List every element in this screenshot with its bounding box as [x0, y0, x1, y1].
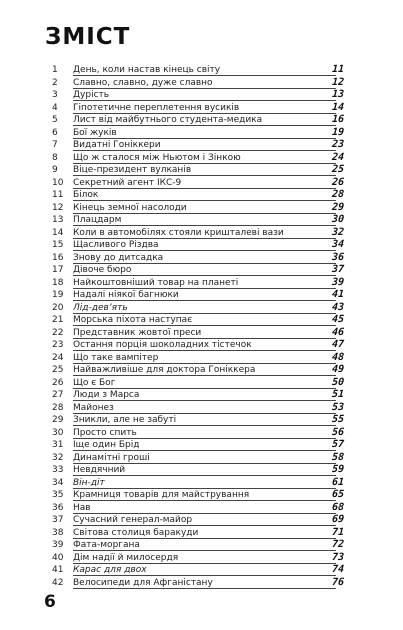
toc-entry-number: 39 [52, 540, 64, 550]
toc-entry-number: 6 [52, 127, 58, 138]
toc-entry-title: Зникли, але не забуті [73, 415, 177, 425]
toc-entry-page: 28 [331, 189, 345, 200]
toc-entry-title: Секретний агент ІКС-9 [73, 177, 182, 188]
toc-entry-page: 74 [331, 564, 345, 575]
toc-entry-page: 32 [331, 226, 345, 238]
toc-entry [52, 227, 352, 240]
toc-entry-title: Щасливого Різдва [73, 240, 159, 250]
toc-entry-number: 26 [52, 377, 64, 388]
toc-entry-number: 42 [52, 577, 64, 588]
toc-entry-page: 47 [331, 339, 345, 350]
toc-entry-page: 49 [331, 364, 345, 375]
toc-entry-page: 36 [331, 251, 345, 263]
toc-entry-number: 33 [52, 465, 64, 475]
toc-entry [52, 64, 352, 77]
toc-entry-number: 5 [52, 115, 58, 125]
toc-entry-number: 32 [52, 452, 64, 463]
toc-entry-page: 45 [331, 314, 345, 325]
toc-entry-number: 25 [52, 365, 64, 375]
toc-entry-number: 18 [52, 277, 64, 288]
toc-entry-page: 65 [331, 489, 345, 500]
toc-entry-number: 4 [52, 102, 58, 113]
toc-entry [52, 289, 352, 302]
toc-entry-page: 29 [331, 201, 345, 213]
toc-entry-title: Гіпотетичне переплетення вусиків [73, 102, 240, 113]
toc-entry-title: Дурість [73, 90, 110, 100]
toc-entry [52, 214, 352, 227]
toc-entry-page: 51 [331, 389, 345, 400]
toc-entry-number: 34 [52, 477, 64, 488]
toc-entry-title: Лід-дев’ять [73, 302, 128, 313]
toc-entry-title: Білок [73, 190, 99, 200]
toc-entry-number: 1 [52, 65, 58, 75]
toc-entry [52, 252, 352, 265]
toc-entry-number: 12 [52, 202, 64, 213]
toc-entry-title: Невдячний [73, 465, 126, 475]
toc-entry [52, 264, 352, 277]
toc-entry-page: 25 [331, 164, 345, 175]
toc-entry [52, 114, 352, 127]
toc-entry-page: 19 [331, 126, 345, 138]
toc-entry-number: 2 [52, 77, 58, 88]
toc-entry-number: 23 [52, 340, 64, 350]
toc-entry [52, 177, 352, 190]
toc-entry-page: 14 [331, 101, 345, 113]
toc-entry-number: 21 [52, 315, 64, 325]
toc-entry-number: 19 [52, 290, 64, 300]
toc-entry [52, 577, 352, 590]
toc-entry-page: 53 [331, 401, 345, 413]
toc-entry-number: 13 [52, 215, 64, 225]
toc-entry [52, 352, 352, 365]
toc-entry-number: 10 [52, 177, 64, 188]
toc-entry [52, 77, 352, 90]
toc-entry-title: Іще один Брід [73, 440, 140, 450]
toc-entry-title: Велосипеди для Афганістану [73, 577, 213, 588]
toc-entry-title: Що є Бог [73, 377, 116, 388]
toc-entry-title: Знову до дитсадка [73, 252, 164, 263]
toc-entry-title: Що ж сталося між Ньютом і Зінкою [73, 152, 241, 163]
toc-entry-title: Він-діт [73, 477, 105, 488]
toc-entry [52, 502, 352, 515]
toc-entry-title: Коли в автомобілях стояли кришталеві вази [73, 227, 284, 238]
toc-entry-title: Морська піхота наступає [73, 315, 193, 325]
page-number: 6 [44, 592, 56, 612]
toc-entry-number: 28 [52, 402, 64, 413]
toc-entry-title: Карас для двох [73, 565, 147, 575]
toc-entry-page: 73 [331, 551, 345, 563]
toc-entry-page: 41 [331, 289, 345, 300]
toc-entry-number: 20 [52, 302, 64, 313]
toc-entry [52, 202, 352, 215]
toc-entry-title: Надалі ніякої багнюки [73, 290, 179, 300]
toc-entry-title: Віце-президент вулканів [73, 165, 192, 175]
toc-entry-number: 14 [52, 227, 64, 238]
toc-entry-page: 12 [331, 76, 345, 88]
table-of-contents [52, 64, 352, 589]
toc-entry [52, 189, 352, 202]
toc-entry [52, 452, 352, 465]
toc-entry-page: 34 [331, 239, 345, 250]
toc-entry-number: 7 [52, 140, 58, 150]
toc-entry-title: Славно, славно, дуже славно [73, 77, 213, 88]
toc-entry-title: Динамітні гроші [73, 452, 150, 463]
toc-entry-title: День, коли настав кінець світу [73, 65, 221, 75]
toc-entry-title: Крамниця товарів для майстрування [73, 490, 250, 500]
toc-entry-title: Світова столиця баракуди [73, 527, 199, 538]
toc-entry-title: Фата-моргана [73, 540, 140, 550]
toc-entry-page: 23 [331, 139, 345, 150]
toc-entry-title: Кінець земної насолоди [73, 202, 187, 213]
toc-entry-page: 61 [331, 476, 345, 488]
toc-entry [52, 477, 352, 490]
toc-entry-page: 43 [331, 301, 345, 313]
toc-entry-title: Що таке вампітер [73, 352, 159, 363]
toc-entry-number: 16 [52, 252, 64, 263]
toc-entry-number: 31 [52, 440, 64, 450]
toc-entry-number: 8 [52, 152, 58, 163]
toc-entry-page: 76 [331, 576, 345, 588]
toc-entry-page: 50 [331, 376, 345, 388]
toc-entry-title: Сучасний генерал-майор [73, 515, 193, 525]
toc-entry-page: 11 [331, 64, 345, 75]
toc-entry-title: Люди з Марса [73, 390, 140, 400]
toc-entry-title: Остання порція шоколадних тістечок [73, 340, 252, 350]
toc-entry-title: Плацдарм [73, 215, 122, 225]
page-title: ЗМІСТ [45, 24, 131, 50]
toc-entry [52, 427, 352, 440]
toc-entry-number: 40 [52, 552, 64, 563]
toc-entry [52, 527, 352, 540]
toc-entry [52, 239, 352, 252]
toc-entry-page: 30 [331, 214, 345, 225]
toc-entry [52, 389, 352, 402]
toc-entry [52, 302, 352, 315]
toc-entry-title: Дім надії й милосердя [73, 552, 179, 563]
toc-entry-title: Представник жовтої преси [73, 327, 202, 338]
toc-entry-number: 37 [52, 515, 64, 525]
toc-entry [52, 514, 352, 527]
toc-entry [52, 152, 352, 165]
toc-entry-page: 72 [331, 539, 345, 550]
toc-entry-page: 71 [331, 526, 345, 538]
toc-entry [52, 552, 352, 565]
toc-entry-number: 35 [52, 490, 64, 500]
toc-entry [52, 164, 352, 177]
toc-entry-page: 58 [331, 451, 345, 463]
toc-entry-number: 22 [52, 327, 64, 338]
toc-entry [52, 414, 352, 427]
toc-entry-title: Бої жуків [73, 127, 117, 138]
toc-entry-page: 13 [331, 89, 345, 100]
toc-entry-number: 17 [52, 265, 64, 275]
toc-entry-page: 46 [331, 326, 345, 338]
toc-entry-title: Найкоштовніший товар на планеті [73, 277, 239, 288]
toc-entry [52, 327, 352, 340]
toc-entry-page: 56 [331, 426, 345, 438]
toc-entry [52, 377, 352, 390]
toc-entry [52, 277, 352, 290]
toc-entry-title: Видатні Гоніккери [73, 140, 161, 150]
toc-entry-page: 59 [331, 464, 345, 475]
toc-entry-number: 15 [52, 240, 64, 250]
toc-entry [52, 364, 352, 377]
toc-entry-title: Нав [73, 502, 91, 513]
toc-entry [52, 489, 352, 502]
toc-entry [52, 339, 352, 352]
toc-entry-page: 24 [331, 151, 345, 163]
toc-entry-number: 41 [52, 565, 64, 575]
toc-entry [52, 127, 352, 140]
toc-entry-number: 24 [52, 352, 64, 363]
toc-entry-page: 68 [331, 501, 345, 513]
toc-entry-title: Дівоче бюро [73, 265, 132, 275]
toc-entry-title: Лист від майбутнього студента-медика [73, 115, 263, 125]
toc-entry-title: Просто спить [73, 427, 137, 438]
toc-entry-page: 69 [331, 514, 345, 525]
toc-entry [52, 464, 352, 477]
toc-entry-page: 16 [331, 114, 345, 125]
toc-entry [52, 402, 352, 415]
toc-entry [52, 102, 352, 115]
toc-entry-page: 55 [331, 414, 345, 425]
toc-entry-number: 11 [52, 190, 64, 200]
toc-entry-number: 27 [52, 390, 64, 400]
toc-entry-page: 57 [331, 439, 345, 450]
toc-entry-number: 36 [52, 502, 64, 513]
toc-entry-page: 26 [331, 176, 345, 188]
toc-entry-page: 48 [331, 351, 345, 363]
toc-entry [52, 314, 352, 327]
toc-entry-number: 30 [52, 427, 64, 438]
toc-entry-number: 38 [52, 527, 64, 538]
toc-entry-page: 39 [331, 276, 345, 288]
toc-entry [52, 539, 352, 552]
toc-entry-title: Майонез [73, 402, 114, 413]
toc-entry [52, 564, 352, 577]
toc-entry-page: 37 [331, 264, 345, 275]
toc-entry-title: Найважливіше для доктора Гоніккера [73, 365, 256, 375]
toc-entry-number: 3 [52, 90, 58, 100]
toc-entry-number: 9 [52, 165, 58, 175]
toc-entry [52, 439, 352, 452]
toc-entry-number: 29 [52, 415, 64, 425]
toc-entry [52, 139, 352, 152]
toc-entry [52, 89, 352, 102]
